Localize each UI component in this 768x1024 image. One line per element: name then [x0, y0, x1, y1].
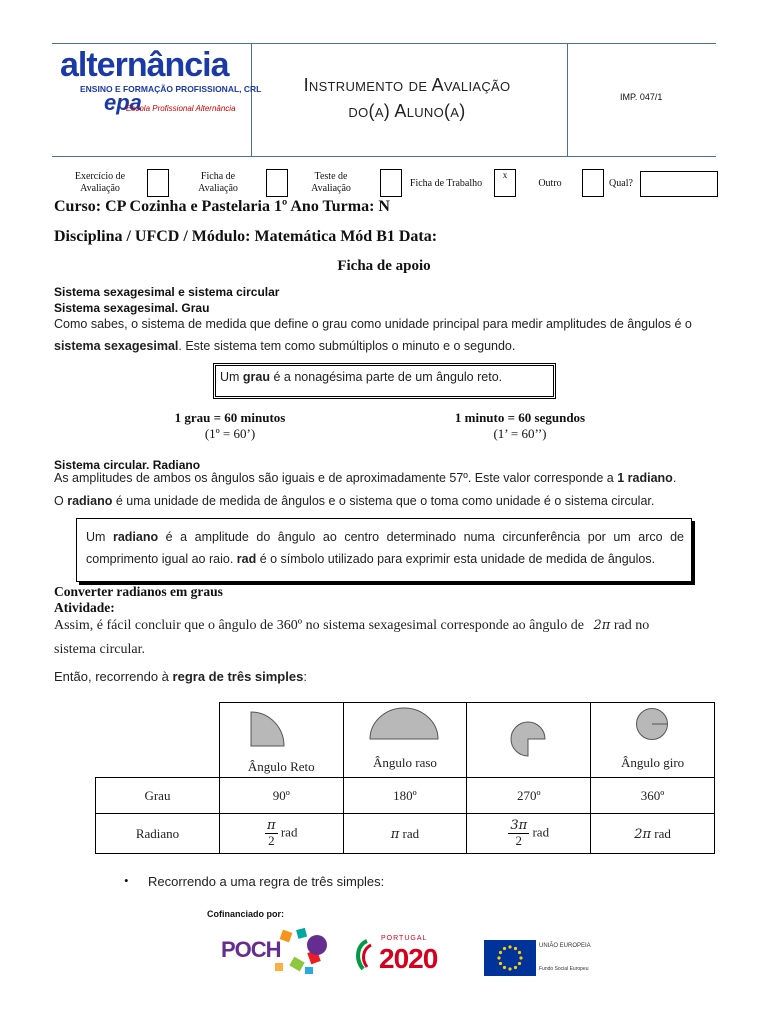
checkbox-outro[interactable] [582, 169, 604, 197]
table-cell [343, 814, 467, 854]
fse-text: Fundo Social Europeu [539, 966, 589, 972]
table-cell-raso [343, 703, 467, 778]
definition-text-b: é a nonagésima parte de um ângulo reto. [270, 370, 503, 384]
table-cell [96, 703, 220, 778]
definition-text-a: Um [86, 530, 113, 544]
other-field[interactable] [640, 171, 718, 197]
two-pi: 2π [634, 826, 652, 842]
bold-term: sistema sexagesimal [54, 339, 179, 353]
equation: 1 grau = 60 minutos [174, 410, 286, 425]
paragraph [54, 339, 515, 353]
270-angle-icon [510, 721, 546, 757]
table-cell: 180º [343, 778, 467, 814]
unit: rad [654, 825, 671, 841]
table-cell: 270º [467, 778, 591, 814]
row-label: Grau [96, 778, 220, 814]
paragraph [54, 618, 724, 634]
checkbox-exercicio[interactable] [147, 169, 169, 197]
equation-sub: (1º = 60’) [204, 426, 256, 441]
table-row [96, 814, 715, 854]
checkbox-label: Ficha de Avaliação [198, 171, 238, 194]
paragraph-text: . Este sistema tem como submúltiplos o minuto e o segundo. [178, 339, 516, 353]
bold-term: radiano [112, 530, 159, 544]
portugal-text: PORTUGAL [381, 935, 428, 942]
straight-angle-icon [369, 706, 439, 740]
definition-text [220, 370, 502, 384]
equation-sub: (1’ = 60’’) [493, 426, 547, 441]
section-subheading: Sistema sexagesimal. Grau [54, 301, 210, 315]
section-heading: Converter radianos em graus [54, 584, 223, 599]
cofinanced-label: Cofinanciado por: [207, 909, 284, 919]
equation: 1 minuto = 60 segundos [454, 410, 586, 425]
poch-text: POCH [221, 937, 281, 962]
document-code: IMP. 047/1 [620, 92, 663, 102]
angle-name: Ângulo raso [372, 755, 437, 770]
unit: rad [402, 825, 420, 841]
checkbox-ficha-trabalho[interactable] [494, 169, 516, 197]
unit: rad [532, 824, 550, 840]
title-line-1: Instrumento de Avaliação [303, 75, 511, 95]
table-cell-reto [219, 703, 343, 778]
unit: rad [280, 824, 298, 840]
title-line-2: do(a) Aluno(a) [348, 101, 466, 121]
paragraph [54, 471, 734, 485]
logo-subtitle: ENSINO E FORMAÇÃO PROFISSIONAL, CRL [80, 84, 262, 94]
angle-name: Ângulo Reto [247, 759, 315, 774]
poch-logo [221, 925, 333, 977]
checkbox-label: Exercício de Avaliação [74, 171, 126, 194]
table-cell [591, 814, 715, 854]
two-pi: 2π [593, 618, 611, 633]
definition-text-d: é o símbolo utilizado para exprimir esta unidade de medida de ângulos. [256, 552, 656, 566]
equation-grau [150, 410, 310, 442]
discipline-line: Disciplina / UFCD / Módulo: Matemática Mód B1 Data: [54, 228, 438, 245]
paragraph-text: rad no [613, 618, 650, 633]
table-row [96, 703, 715, 778]
sheet-title: Ficha de apoio [337, 258, 431, 274]
bold-term: radiano [67, 494, 113, 508]
bold-term: grau [242, 370, 271, 384]
checkbox-ficha-avaliacao[interactable] [266, 169, 288, 197]
checkbox-mark: x [502, 170, 508, 180]
checkbox-label: Outro [538, 178, 562, 189]
table-row [96, 778, 715, 814]
table-cell [219, 814, 343, 854]
table-cell-giro [591, 703, 715, 778]
full-angle-icon [635, 707, 669, 741]
paragraph [54, 669, 307, 684]
section-subheading: Atividade: [54, 600, 115, 615]
paragraph-text: O [54, 494, 68, 508]
header-divider [567, 44, 568, 156]
row-label: Radiano [96, 814, 220, 854]
paragraph-text: . [672, 471, 677, 485]
fraction-denominator: 2 [268, 833, 275, 848]
document-title [252, 72, 562, 124]
paragraph-text: : [303, 669, 307, 684]
equation-minuto [430, 410, 610, 442]
table-cell-270 [467, 703, 591, 778]
section-heading: Sistema sexagesimal e sistema circular [54, 285, 280, 299]
definition-text-c: comprimento igual ao raio. [86, 552, 237, 566]
logo-school: Escola Profissional Alternância [126, 104, 236, 113]
course-line: Curso: CP Cozinha e Pastelaria 1º Ano Turma: N [54, 198, 390, 215]
fraction-numerator: π [267, 818, 276, 833]
paragraph-text: Então, recorrendo à [54, 669, 173, 684]
checkbox-teste[interactable] [380, 169, 402, 197]
logo-epa: epa [104, 90, 142, 115]
bold-term: regra de três simples [172, 669, 304, 684]
paragraph-text: Assim, é fácil concluir que o ângulo de 360º no sistema sexagesimal corresponde ao ângulo de [54, 618, 584, 633]
bold-term: 1 radiano [617, 471, 673, 485]
section-heading: Sistema circular. Radiano [54, 458, 201, 472]
angle-table [95, 702, 715, 854]
right-angle-icon [250, 711, 290, 747]
checkbox-label: Teste de Avaliação [311, 171, 351, 194]
bullet-icon: • [124, 873, 129, 888]
bullet-text: Recorrendo a uma regra de três simples: [148, 874, 385, 889]
definition-text [86, 526, 684, 570]
definition-text-a: Um [220, 370, 243, 384]
angle-name: Ângulo giro [620, 755, 685, 770]
eu-stars-icon [484, 940, 536, 976]
portugal-emblem-icon [353, 939, 377, 971]
paragraph-text: As amplitudes de ambos os ângulos são iguais e de aproximadamente 57º. Este valor corresponde a [54, 471, 618, 485]
table-cell: 90º [219, 778, 343, 814]
paragraph [54, 494, 734, 508]
pi-symbol: π [390, 826, 400, 842]
paragraph: Como sabes, o sistema de medida que define o grau como unidade principal para medir amplitudes de ângulos é o [54, 317, 692, 331]
eu-text: UNIÃO EUROPEIA [539, 943, 591, 949]
fraction-numerator: 3π [510, 818, 528, 833]
definition-text-b: é a amplitude do ângulo ao centro determinado numa circunferência por um arco de [158, 530, 685, 544]
checkbox-label: Ficha de Trabalho [409, 178, 483, 189]
logo-name: alternância [60, 46, 229, 84]
paragraph-text: é uma unidade de medida de ângulos e o sistema que o toma como unidade é o sistema circular. [112, 494, 655, 508]
year-text: 2020 [379, 943, 438, 974]
fraction-denominator: 2 [515, 833, 523, 848]
other-label: Qual? [609, 178, 633, 189]
portugal2020-logo [353, 935, 465, 975]
fraction [265, 819, 278, 848]
paragraph: sistema circular. [54, 642, 145, 657]
fraction [508, 819, 529, 848]
bold-term: rad [236, 552, 257, 566]
table-cell: 360º [591, 778, 715, 814]
eu-flag-icon [484, 940, 536, 976]
table-cell [467, 814, 591, 854]
